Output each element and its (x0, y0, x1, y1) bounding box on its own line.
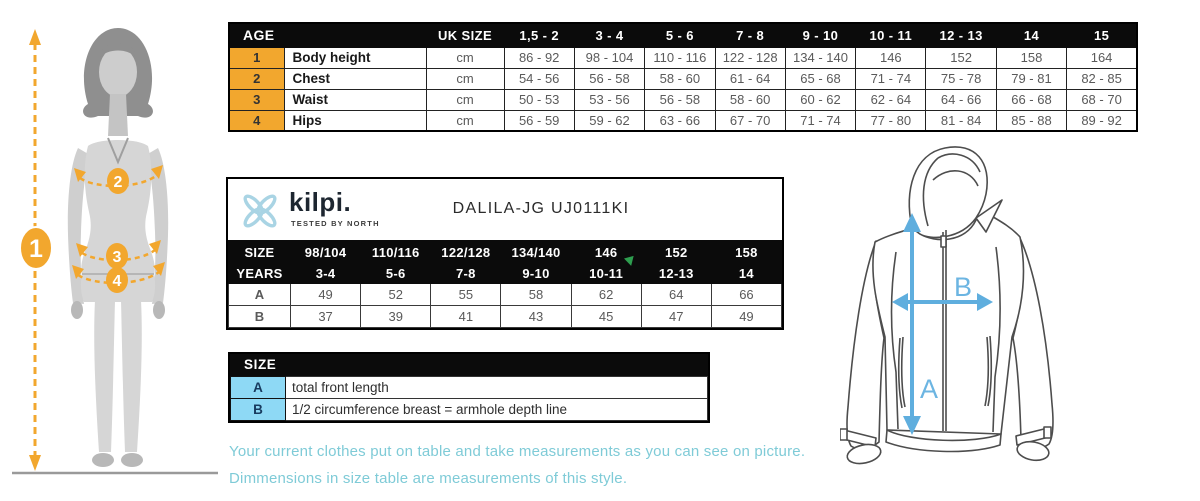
face (99, 47, 137, 97)
value-cell: 49 (711, 306, 781, 328)
table-row (229, 110, 1137, 131)
years-label-cell: YEARS (229, 264, 291, 284)
value-cell: 62 - 64 (856, 89, 926, 110)
value-cell: 58 - 60 (715, 89, 785, 110)
value-cell: 59 - 62 (574, 110, 644, 131)
note-line: Your current clothes put on table and take measurements as you can see on picture. (229, 443, 806, 460)
legend-a-label-cell: A (231, 377, 286, 399)
years-cell: 9-10 (501, 264, 571, 284)
legend-row-a (231, 377, 708, 399)
jacket-label-b: B (954, 272, 973, 302)
measurement-notes (229, 438, 805, 492)
value-cell: 62 (571, 284, 641, 306)
value-cell: 49 (291, 284, 361, 306)
value-cell: 71 - 74 (856, 68, 926, 89)
jacket-body (873, 214, 1024, 434)
marker-1-label: 1 (29, 235, 43, 263)
unit-cell: cm (426, 47, 504, 68)
left-hand (71, 301, 83, 319)
value-cell: 60 - 62 (785, 89, 855, 110)
value-cell: 50 - 53 (504, 89, 574, 110)
note-line: Dimmensions in size table are measurements of this style. (229, 470, 628, 487)
brand-tagline: TESTED BY NORTH (291, 219, 380, 228)
value-cell: 39 (361, 306, 431, 328)
value-cell: 47 (641, 306, 711, 328)
col-header: 12 - 13 (926, 23, 996, 47)
years-header-row (229, 264, 782, 284)
value-cell: 89 - 92 (1067, 110, 1137, 131)
value-cell: 77 - 80 (856, 110, 926, 131)
value-cell: 56 - 58 (574, 68, 644, 89)
col-header: 14 (996, 23, 1066, 47)
years-cell: 10-11 (571, 264, 641, 284)
marker-4-label: 4 (112, 273, 122, 290)
size-cell: 158 (711, 241, 781, 264)
size-cell: 98/104 (291, 241, 361, 264)
marker-2-label: 2 (113, 174, 123, 191)
years-cell: 3-4 (291, 264, 361, 284)
row-b-label-cell: B (229, 306, 291, 328)
brand-header (228, 179, 782, 240)
size-cell: 134/140 (501, 241, 571, 264)
value-cell: 67 - 70 (715, 110, 785, 131)
col-header: 9 - 10 (785, 23, 855, 47)
value-cell: 134 - 140 (785, 47, 855, 68)
value-cell: 66 - 68 (996, 89, 1066, 110)
measure-row-b (229, 306, 782, 328)
value-cell: 56 - 59 (504, 110, 574, 131)
measure-row-a (229, 284, 782, 306)
size-cell: 146 (571, 241, 641, 264)
jacket-measurement-diagram (840, 142, 1200, 501)
value-cell: 55 (431, 284, 501, 306)
value-cell: 56 - 58 (645, 89, 715, 110)
col-header: 15 (1067, 23, 1137, 47)
value-cell: 58 - 60 (645, 68, 715, 89)
row-label-cell: Chest (284, 68, 426, 89)
age-size-table (228, 22, 1138, 132)
size-header-row (229, 241, 782, 264)
zipper-pull (941, 236, 946, 247)
value-cell: 152 (926, 47, 996, 68)
unit-cell: cm (426, 110, 504, 131)
right-hand (153, 301, 165, 319)
left-leg (94, 300, 115, 452)
value-cell: 41 (431, 306, 501, 328)
left-shoe (92, 453, 114, 467)
value-cell: 64 (641, 284, 711, 306)
col-header: 7 - 8 (715, 23, 785, 47)
value-cell: 45 (571, 306, 641, 328)
legend-row-b (231, 399, 708, 421)
age-table-header-row (229, 23, 1137, 47)
col-header: 1,5 - 2 (504, 23, 574, 47)
neck (108, 94, 128, 136)
age-header-cell: AGE (229, 23, 426, 47)
value-cell: 52 (361, 284, 431, 306)
product-code: DALILA-JG UJ0111KI (452, 200, 630, 217)
legend-header: SIZE (230, 354, 708, 376)
measurement-legend-table (228, 352, 710, 423)
value-cell: 64 - 66 (926, 89, 996, 110)
row-number-cell: 1 (229, 47, 284, 68)
legend-b-label-cell: B (231, 399, 286, 421)
row-label-cell: Waist (284, 89, 426, 110)
value-cell: 122 - 128 (715, 47, 785, 68)
jacket-left-buckle (840, 429, 847, 440)
table-row (229, 89, 1137, 110)
legend-b-description: 1/2 circumference breast = armhole depth line (286, 399, 708, 421)
brand-name: kilpi. (289, 187, 352, 217)
uk-size-header-cell: UK SIZE (426, 23, 504, 47)
size-cell: 110/116 (361, 241, 431, 264)
jacket-right-buckle (1044, 427, 1051, 438)
value-cell: 110 - 116 (645, 47, 715, 68)
value-cell: 65 - 68 (785, 68, 855, 89)
size-cell: 152 (641, 241, 711, 264)
unit-cell: cm (426, 68, 504, 89)
unit-cell: cm (426, 89, 504, 110)
value-cell: 82 - 85 (1067, 68, 1137, 89)
value-cell: 61 - 64 (715, 68, 785, 89)
jacket-label-a: A (920, 374, 939, 404)
value-cell: 158 (996, 47, 1066, 68)
value-cell: 63 - 66 (645, 110, 715, 131)
value-cell: 54 - 56 (504, 68, 574, 89)
value-cell: 164 (1067, 47, 1137, 68)
value-cell: 66 (711, 284, 781, 306)
table-row (229, 68, 1137, 89)
years-cell: 7-8 (431, 264, 501, 284)
body-measurement-figure (0, 10, 220, 490)
right-shoe (121, 453, 143, 467)
value-cell: 85 - 88 (996, 110, 1066, 131)
row-number-cell: 3 (229, 89, 284, 110)
size-cell: 122/128 (431, 241, 501, 264)
col-header: 5 - 6 (645, 23, 715, 47)
value-cell: 53 - 56 (574, 89, 644, 110)
legend-a-description: total front length (286, 377, 708, 399)
value-cell: 68 - 70 (1067, 89, 1137, 110)
value-cell: 98 - 104 (574, 47, 644, 68)
value-cell: 58 (501, 284, 571, 306)
product-size-table (226, 177, 784, 330)
value-cell: 146 (856, 47, 926, 68)
size-label-cell: SIZE (229, 241, 291, 264)
col-header: 10 - 11 (856, 23, 926, 47)
value-cell: 79 - 81 (996, 68, 1066, 89)
col-header: 3 - 4 (574, 23, 644, 47)
value-cell: 71 - 74 (785, 110, 855, 131)
value-cell: 37 (291, 306, 361, 328)
value-cell: 81 - 84 (926, 110, 996, 131)
table-row (229, 47, 1137, 68)
row-number-cell: 4 (229, 110, 284, 131)
product-measurements (228, 240, 782, 328)
years-cell: 12-13 (641, 264, 711, 284)
marker-3-label: 3 (112, 249, 122, 266)
row-a-label-cell: A (229, 284, 291, 306)
right-leg (121, 300, 142, 452)
years-cell: 5-6 (361, 264, 431, 284)
row-number-cell: 2 (229, 68, 284, 89)
value-cell: 75 - 78 (926, 68, 996, 89)
value-cell: 86 - 92 (504, 47, 574, 68)
row-label-cell: Hips (284, 110, 426, 131)
value-cell: 43 (501, 306, 571, 328)
row-label-cell: Body height (284, 47, 426, 68)
years-cell: 14 (711, 264, 781, 284)
